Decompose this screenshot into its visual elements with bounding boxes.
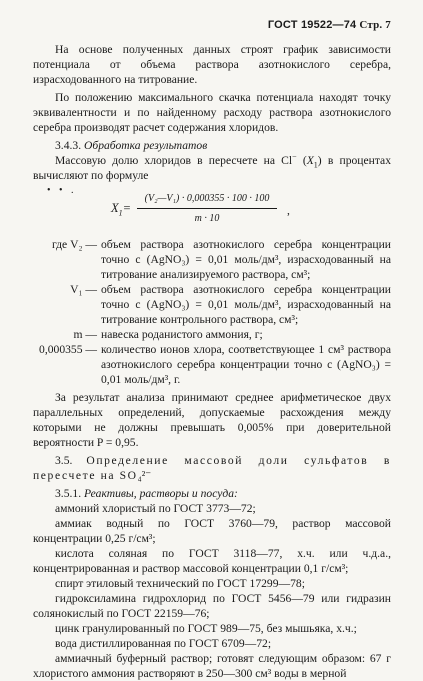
definition-key: где V₂ — — [51, 238, 97, 251]
reagent-item: аммиак водный по ГОСТ 3760—79, раствор массовой концентрации 0,25 г/см³; — [33, 517, 391, 545]
definition-value: объем раствора азотнокислого серебра концентрации точно c (AgNO₃) = 0,01 моль/дм³, израсходованный на титрование контрольного раствора, см³; — [101, 283, 391, 326]
section-3-4-3 — [33, 138, 391, 153]
section-title: Реактивы, растворы и посуда: — [84, 487, 238, 500]
section-number: 3.5.1. — [55, 487, 82, 500]
page-number: Стр. 7 — [359, 19, 391, 31]
reagent-item: кислота соляная по ГОСТ 3118—77, х.ч. или ч.д.а., концентрированная и раствор массовой концентрации 0,1 г/см³; — [33, 547, 391, 575]
reagent-item: вода дистиллированная по ГОСТ 6709—72; — [55, 637, 272, 650]
reagent-item: спирт этиловый технический по ГОСТ 17299—78; — [55, 577, 305, 590]
definitions-list — [33, 237, 391, 387]
formula-numerator: (V₂—V₁) · 0,000355 · 100 · 100 — [137, 191, 277, 209]
page-header — [268, 18, 391, 33]
reagent-item: цинк гранулированный по ГОСТ 989—75, без мышьяка, х.ч.; — [55, 622, 357, 635]
paragraph-result: За результат анализа принимают среднее арифметическое двух параллельных определений, допускаемые расхождения между которыми не должны превышать 0,005% при доверительной вероятности P = 0,95. — [33, 391, 391, 449]
definition-item — [33, 342, 391, 387]
reagent-item: аммиачный буферный раствор; готовят следующим образом: 67 г хлористого аммония растворяют в 250—300 см³ воды в мерной — [33, 652, 391, 680]
formula-dots: • • . — [47, 185, 77, 196]
reagent-item: аммоний хлористый по ГОСТ 3773—72; — [55, 502, 256, 515]
section-3-5 — [33, 453, 391, 483]
section-title: Определение массовой доли сульфатов в пересчете на SO — [33, 454, 392, 482]
definition-key: m — — [73, 328, 97, 341]
definition-item — [33, 237, 391, 282]
intro-text: Массовую долю хлоридов в пересчете на Cl — [55, 154, 293, 167]
definition-key: V₁ — — [70, 283, 97, 296]
standard-number: ГОСТ 19522—74 — [267, 19, 357, 31]
formula-comma: , — [287, 204, 290, 217]
intro-var: X — [306, 154, 314, 167]
section-number: 3.4.3. — [55, 139, 82, 152]
definition-value: количество ионов хлора, соответствующее 1 см³ раствора азотнокислого серебра концентрации точно c (AgNO₃) = 0,01 моль/дм³, г. — [101, 343, 391, 386]
formula-denominator: m · 10 — [194, 213, 220, 224]
intro-tail: ) в процентах вычисляют по формуле — [33, 154, 391, 182]
paragraph-plot: На основе полученных данных строят график зависимости потенциала от объема раствора азотнокислого серебра, израсходованного на титрование. — [33, 43, 391, 86]
sulfate-ion: ₄²⁻ — [137, 469, 152, 482]
definition-key: 0,000355 — — [39, 343, 97, 356]
chloride-charge: − — [292, 152, 297, 162]
definition-item — [33, 327, 391, 342]
page-body — [33, 42, 391, 681]
section-number: 3.5. — [55, 454, 73, 467]
formula — [33, 185, 391, 233]
reagent-item: гидроксиламина гидрохлорид по ГОСТ 5456—79 или гидразин солянокислый по ГОСТ 22159—76; — [33, 592, 391, 620]
paragraph-equivalence: По положению максимального скачка потенциала находят точку эквивалентности и по найденному расходу раствора азотнокислого серебра производят расчет содержания хлоридов. — [33, 91, 391, 134]
section-3-5-1 — [33, 486, 391, 501]
paragraph-formula-intro: Массовую долю хлоридов в пересчете на Cl− $(X_1)$ в процентах вычисляют по формуле — [33, 152, 391, 182]
section-title: Обработка результатов — [84, 139, 208, 152]
definition-value: навеска роданистого аммония, г; — [101, 328, 263, 341]
intro-var-sub: 1 — [313, 160, 318, 170]
definition-item — [33, 282, 391, 327]
definition-value: объем раствора азотнокислого серебра концентрации точно c (AgNO₃) = 0,01 моль/дм³, израсходованный на титрование анализируемого раствора, см³; — [101, 238, 391, 281]
formula-fraction — [137, 191, 277, 226]
formula-lhs: $X_1=$ — [111, 201, 132, 218]
